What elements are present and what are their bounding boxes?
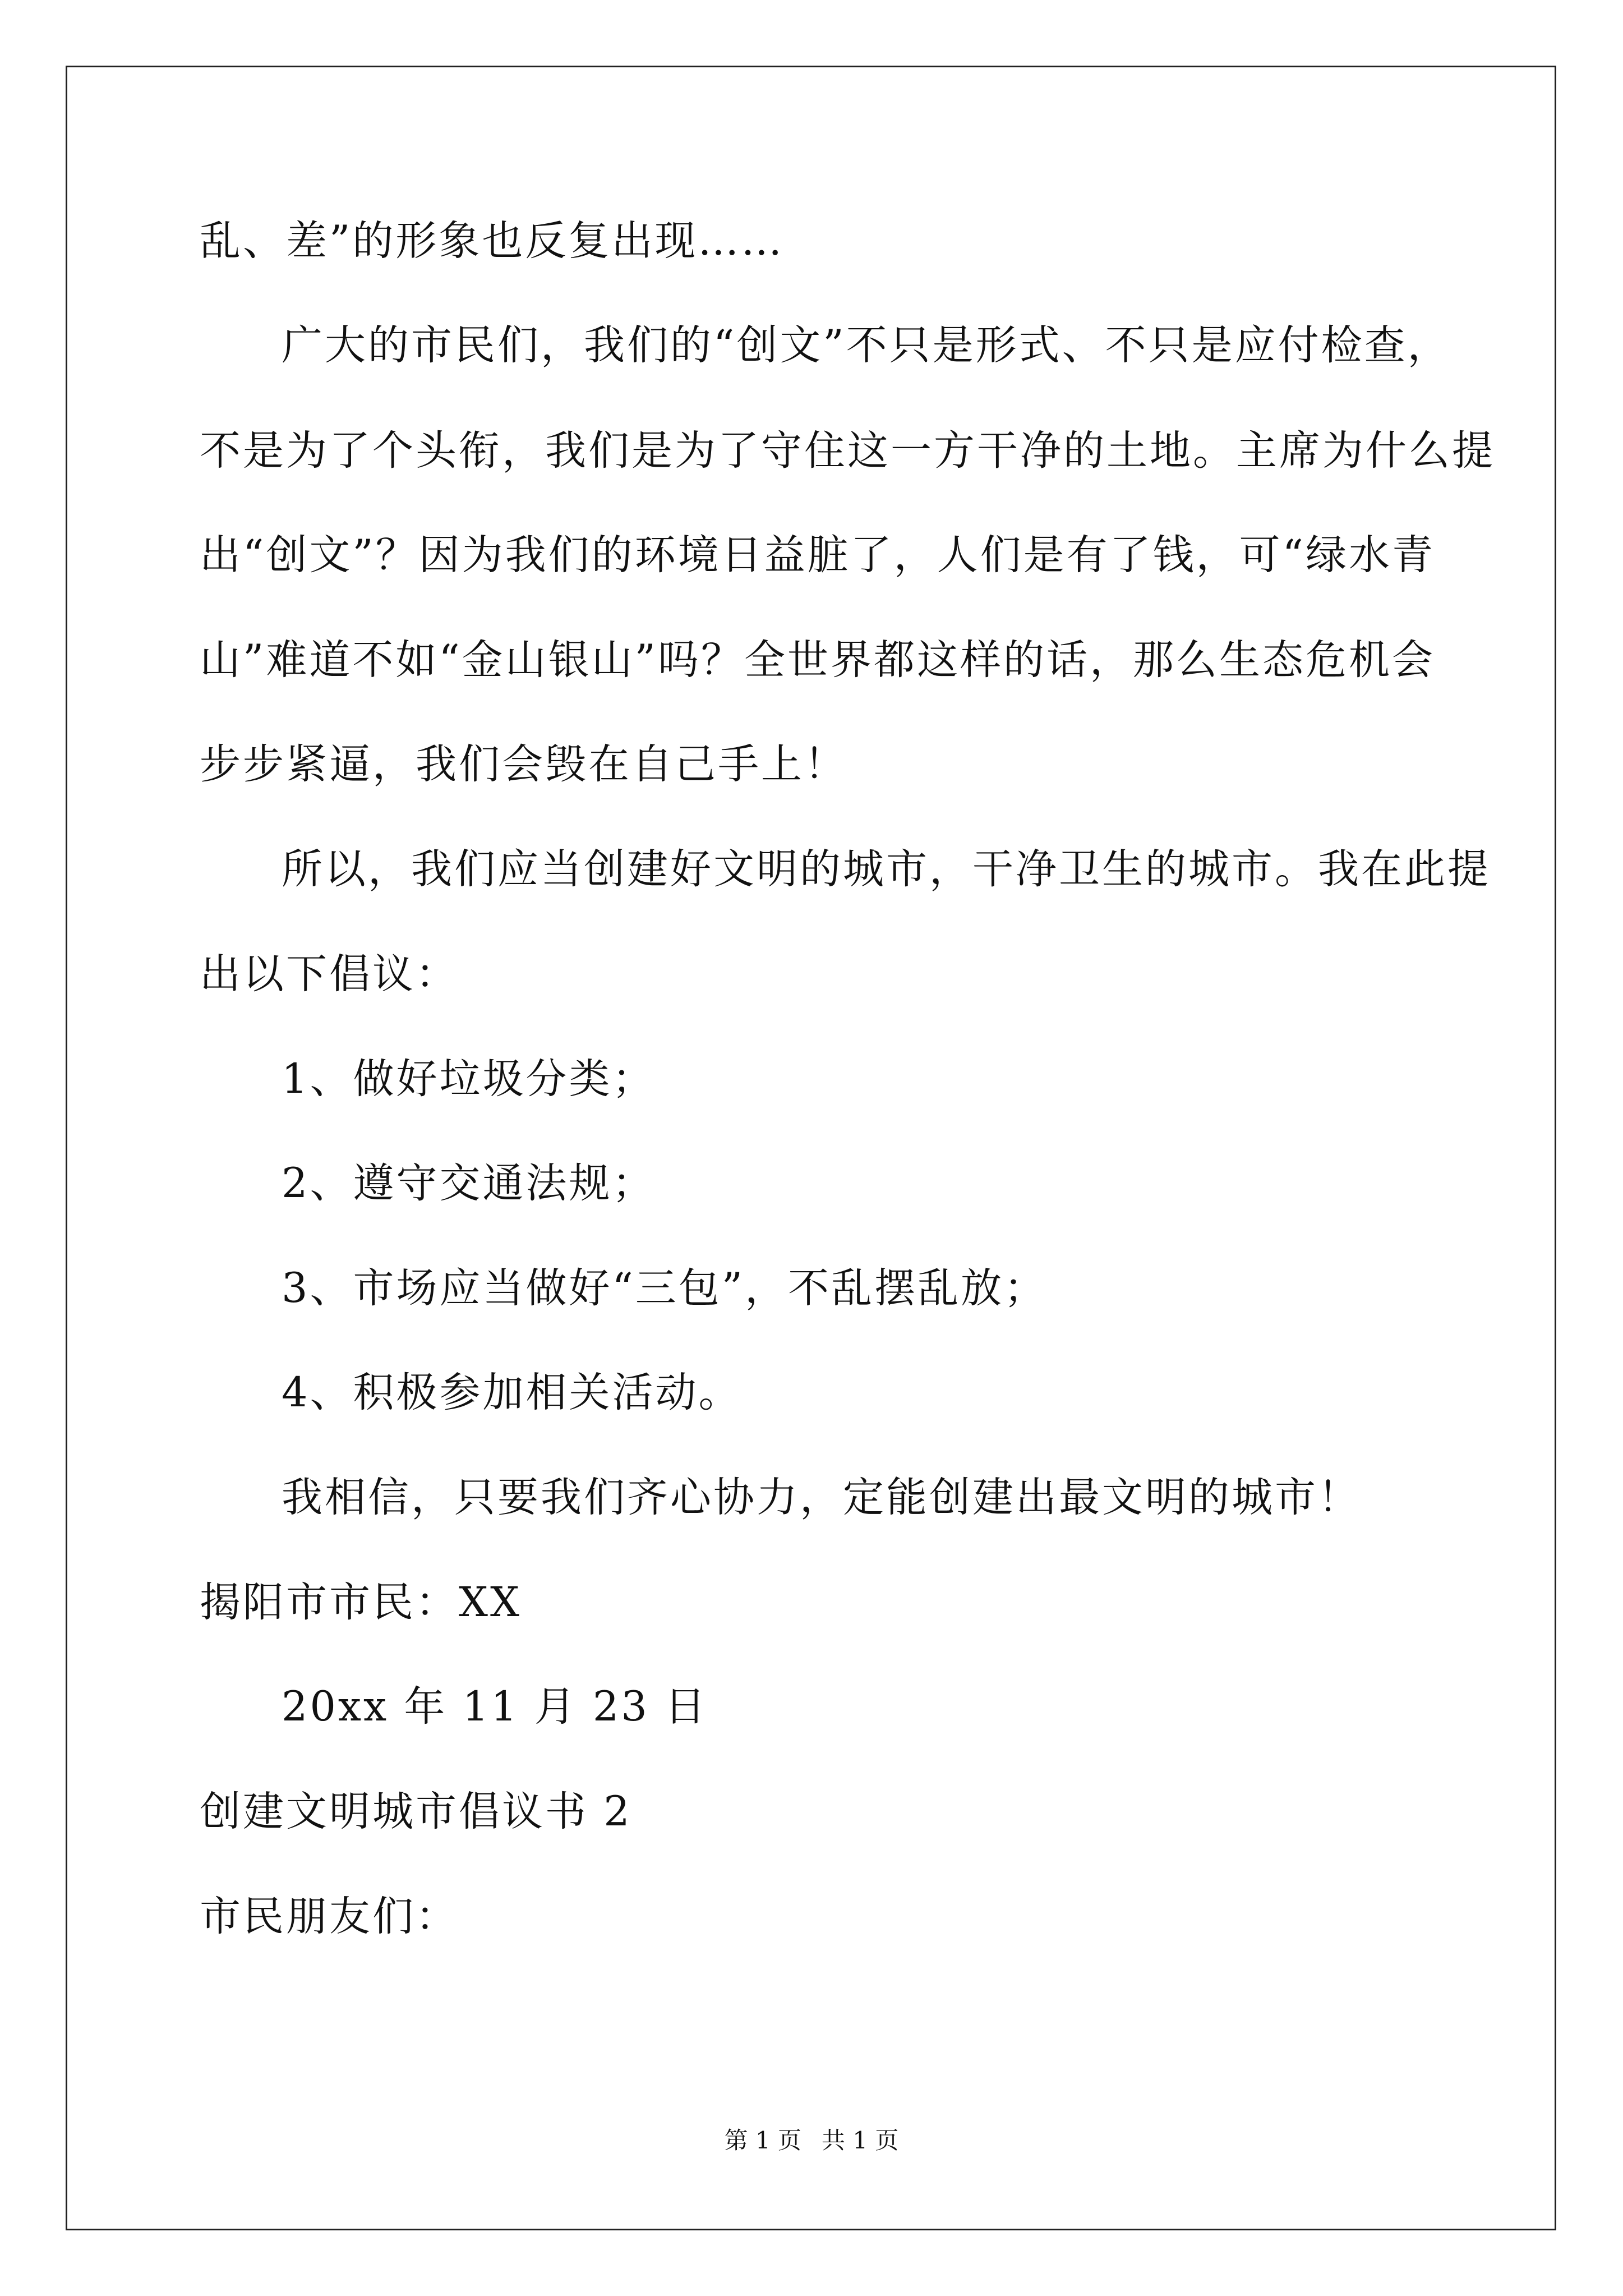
salutation: 市民朋友们： [200, 1893, 459, 1940]
page-number-current: 第 1 页 [724, 2127, 801, 2154]
paragraph-line: 乱、差”的形象也反复出现…… [200, 217, 785, 265]
paragraph-line: 出“创文”？因为我们的环境日益脏了，人们是有了钱，可“绿水青 [200, 531, 1435, 579]
list-item: 4、积极参加相关活动。 [282, 1369, 742, 1416]
list-item: 1、做好垃圾分类； [282, 1055, 656, 1103]
page-footer [0, 2129, 1623, 2152]
paragraph-line: 出以下倡议： [200, 950, 459, 998]
paragraph-line: 我相信，只要我们齐心协力，定能创建出最文明的城市！ [282, 1474, 1361, 1521]
paragraph-line: 所以，我们应当创建好文明的城市，干净卫生的城市。我在此提 [282, 845, 1491, 893]
list-item: 3、市场应当做好“三包”，不乱摆乱放； [282, 1264, 1048, 1312]
list-item: 2、遵守交通法规； [282, 1159, 656, 1207]
paragraph-line: 广大的市民们，我们的“创文”不只是形式、不只是应付检查， [282, 321, 1451, 369]
paragraph-line: 步步紧逼，我们会毁在自己手上！ [200, 740, 847, 788]
page-number-total: 共 1 页 [822, 2127, 899, 2154]
date-line: 20xx 年 11 月 23 日 [282, 1683, 708, 1731]
paragraph-line: 不是为了个头衔，我们是为了守住这一方干净的土地。主席为什么提 [200, 427, 1495, 475]
paragraph-line: 山”难道不如“金山银山”吗？全世界都这样的话，那么生态危机会 [200, 636, 1435, 684]
section-title: 创建文明城市倡议书 2 [200, 1788, 632, 1835]
signature-line: 揭阳市市民：XX [200, 1579, 522, 1626]
